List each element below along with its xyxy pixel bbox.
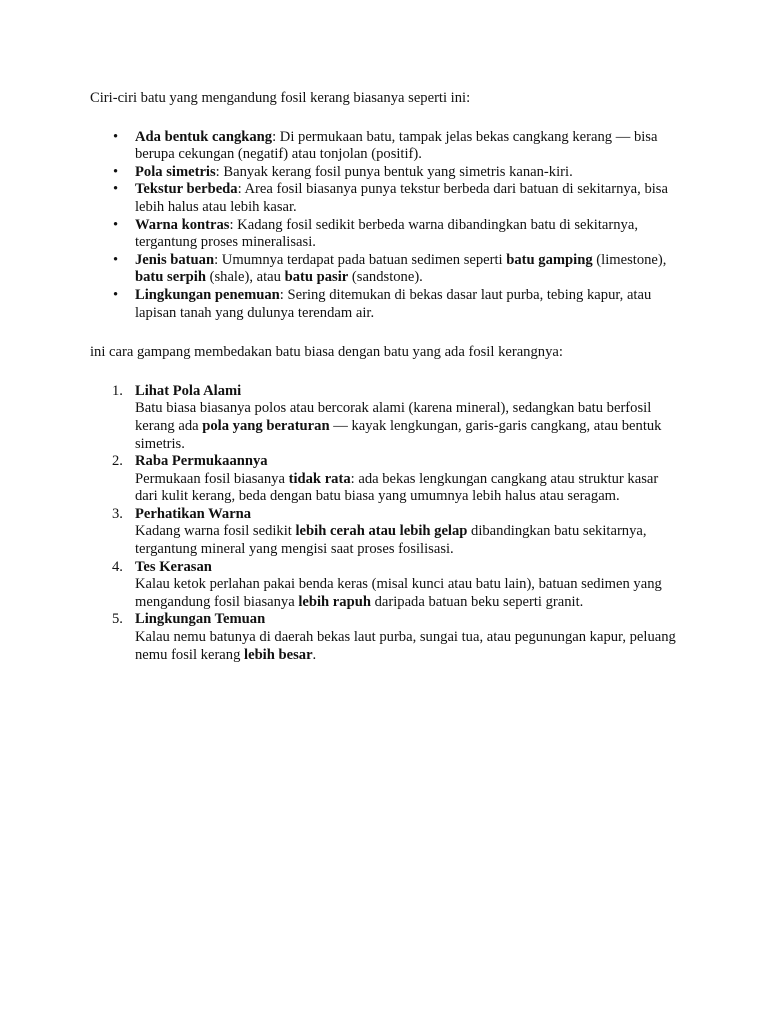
step-title: Lingkungan Temuan [135,611,266,628]
bullet-icon: • [113,128,119,145]
intro-paragraph: Ciri-ciri batu yang mengandung fosil kerang biasanya seperti ini: [90,90,471,106]
step-number: 5. [112,611,123,628]
feature-text: : Banyak kerang fosil punya bentuk yang simetris kanan-kiri. [215,163,573,180]
step-item [90,559,682,612]
step-item [90,383,682,453]
rock-type-shale: batu serpih [135,269,206,286]
step-number: 3. [112,505,123,522]
step-text: Kalau ketok perlahan pakai benda keras (misal kunci atau batu lain), batuan sedimen yang mengandung fosil biasanya [135,576,662,610]
feature-text: : Area fosil biasanya punya tekstur berbeda dari batuan di sekitarnya, bisa lebih halus atau lebih kasar. [135,181,668,215]
step-body [135,629,682,664]
step-title: Raba Permukaannya [135,453,268,470]
step-title: Lihat Pola Alami [135,382,242,399]
document-page [90,90,682,664]
feature-item [90,181,682,216]
step-text: Batu biasa biasanya polos atau bercorak alami (karena mineral), sedangkan batu berfosil kerang ada [135,400,652,434]
feature-item [90,252,682,287]
step-text: Kadang warna fosil sedikit [135,523,296,540]
feature-text: : Sering ditemukan di bekas dasar laut purba, tebing kapur, atau lapisan tanah yang dulunya terendam air. [135,286,652,321]
step-emphasis: lebih besar [244,646,313,663]
feature-text: : Umumnya terdapat pada batuan sedimen seperti [214,251,507,268]
feature-text: (limestone), [592,251,667,268]
rock-type-sandstone: batu pasir [284,269,349,286]
step-emphasis: tidak rata [288,470,351,487]
step-item [90,506,682,559]
step-text: Kalau nemu batunya di daerah bekas laut purba, sungai tua, atau pegunungan kapur, peluang nemu fosil kerang [135,629,676,663]
bullet-icon: • [113,163,119,180]
step-emphasis: lebih cerah atau lebih gelap [295,523,468,540]
feature-item [90,287,682,322]
step-emphasis: lebih rapuh [298,593,371,610]
step-item [90,453,682,506]
step-number: 4. [112,558,123,575]
feature-text: : Kadang fosil sedikit berbeda warna dibandingkan batu di sekitarnya, tergantung proses mineralisasi. [135,216,638,251]
step-number: 2. [112,453,123,470]
feature-text: (sandstone). [348,269,423,286]
bullet-icon: • [113,181,119,198]
step-text: dibandingkan batu sekitarnya, tergantung mineral yang mengisi saat proses fosilisasi. [135,523,647,558]
step-emphasis: pola yang beraturan [202,417,330,434]
feature-term: Jenis batuan [135,251,215,268]
feature-text: (shale), atau [205,269,285,286]
feature-term: Tekstur berbeda [135,181,238,198]
step-body [135,400,682,453]
feature-item [90,217,682,252]
feature-item [90,164,682,182]
feature-term: Warna kontras [135,216,230,233]
step-body [135,523,682,558]
feature-term: Lingkungan penemuan [135,286,280,303]
step-body [135,471,682,506]
feature-term: Ada bentuk cangkang [135,128,273,145]
steps-intro-paragraph: ini cara gampang membedakan batu biasa dengan batu yang ada fosil kerangnya: [90,344,563,361]
step-text: : ada bekas lengkungan cangkang atau struktur kasar dari kulit kerang, beda dengan batu biasa yang umumnya lebih halus atau seragam. [135,470,659,505]
step-text: . [312,646,317,663]
step-title: Tes Kerasan [135,558,212,575]
step-title: Perhatikan Warna [135,505,252,522]
step-body [135,576,682,611]
bullet-icon: • [113,286,119,303]
bullet-icon: • [113,251,119,268]
bullet-icon: • [113,216,119,233]
step-text: daripada batuan beku seperti granit. [370,593,584,610]
feature-list [90,129,682,323]
rock-type-limestone: batu gamping [506,251,593,268]
feature-text: : Di permukaan batu, tampak jelas bekas cangkang kerang — bisa berupa cekungan (negatif) atau tonjolan (positif). [135,128,658,163]
step-number: 1. [112,382,123,399]
feature-item [90,129,682,164]
steps-list [90,383,682,665]
step-text: Permukaan fosil biasanya [135,470,289,487]
step-text: — kayak lengkungan, garis-garis cangkang, atau bentuk simetris. [135,417,662,452]
feature-term: Pola simetris [135,163,216,180]
step-item [90,611,682,664]
